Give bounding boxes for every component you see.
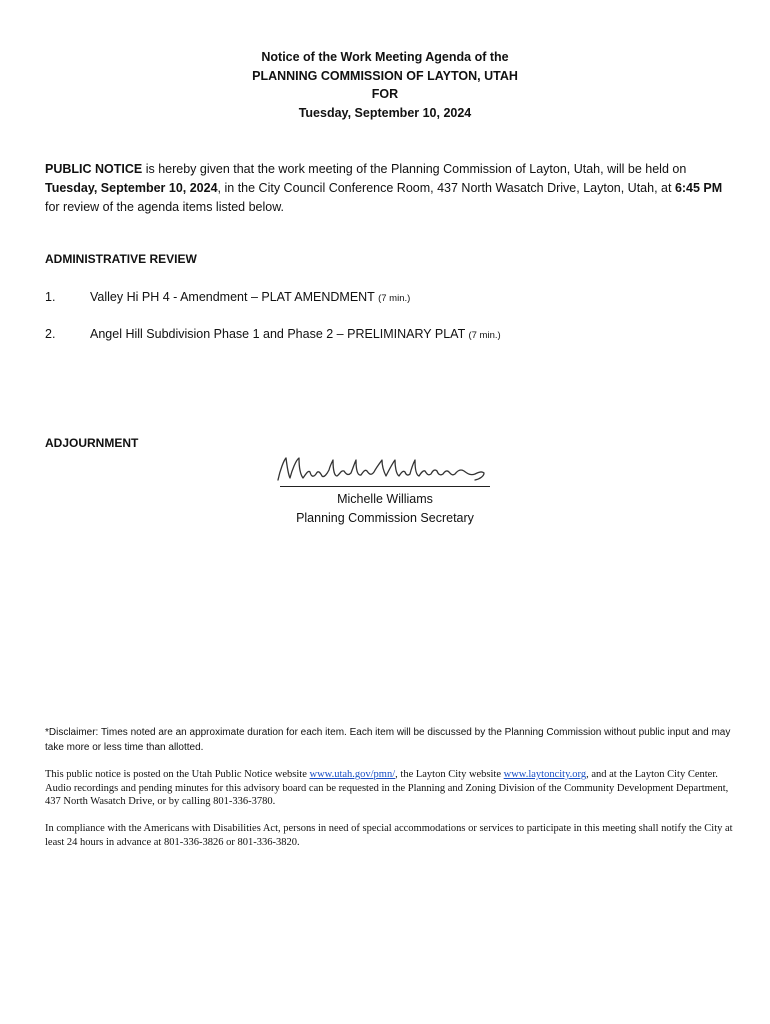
heading-line-3: FOR [371, 87, 399, 101]
notice-text-3: for review of the agenda items listed below. [45, 200, 285, 214]
meeting-date: Tuesday, September 10, 2024 [45, 181, 218, 195]
adjournment-heading: ADJOURNMENT [45, 436, 139, 450]
signer-block [0, 490, 770, 527]
posting-text-1: This public notice is posted on the Utah Public Notice website [45, 769, 310, 780]
ada-compliance-paragraph: In compliance with the Americans with Disabilities Act, persons in need of special accommodations or services to participate in this meeting shall notify the City at least 24 hours in advance at 801-336-3826 or 801-336-3820. [45, 823, 733, 848]
notice-text-1: is hereby given that the work meeting of the Planning Commission of Layton, Utah, will be held on [142, 162, 687, 176]
notice-heading [0, 48, 770, 122]
agenda-item [45, 289, 735, 307]
agenda-item-duration: (7 min.) [378, 293, 411, 304]
agenda-item-title: Valley Hi PH 4 - Amendment – PLAT AMENDMENT [90, 290, 375, 304]
utah-pmn-link[interactable]: www.utah.gov/pmn/ [309, 769, 396, 780]
signer-name: Michelle Williams [337, 492, 433, 506]
heading-line-4: Tuesday, September 10, 2024 [298, 105, 472, 120]
public-notice-posting-paragraph [45, 768, 735, 809]
disclaimer-text: *Disclaimer: Times noted are an approximate duration for each item. Each item will be discussed by the Planning Commission without public input and may take more or less time than allotted. [45, 727, 731, 753]
public-notice-paragraph [45, 160, 735, 217]
notice-text-2: , in the City Council Conference Room, 437 North Wasatch Drive, Layton, Utah, at [217, 181, 675, 195]
signer-title: Planning Commission Secretary [296, 510, 474, 525]
agenda-item-number: 2. [45, 327, 56, 341]
agenda-item-title: Angel Hill Subdivision Phase 1 and Phase 2 – PRELIMINARY PLAT [90, 327, 465, 341]
layton-city-link[interactable]: www.laytoncity.org [503, 769, 587, 780]
agenda-item-number: 1. [45, 290, 56, 304]
agenda-item-duration: (7 min.) [468, 330, 501, 341]
posting-text-2: , the Layton City website [395, 769, 504, 780]
signature-line [280, 486, 490, 487]
heading-line-2: PLANNING COMMISSION OF LAYTON, UTAH [252, 68, 518, 83]
agenda-item [45, 326, 735, 344]
posting-text-3: , and at the Layton City Center. Audio recordings and pending minutes for this advisory board can be requested in the Planning and Zoning Division of the Community Development Department, 437 North Wasatch Drive, or by calling 801-336-3780. [45, 769, 729, 807]
public-notice-label: PUBLIC NOTICE [45, 162, 143, 176]
meeting-time: 6:45 PM [674, 181, 723, 195]
heading-line-1: Notice of the Work Meeting Agenda of the [261, 50, 509, 64]
administrative-review-heading: ADMINISTRATIVE REVIEW [45, 252, 197, 266]
